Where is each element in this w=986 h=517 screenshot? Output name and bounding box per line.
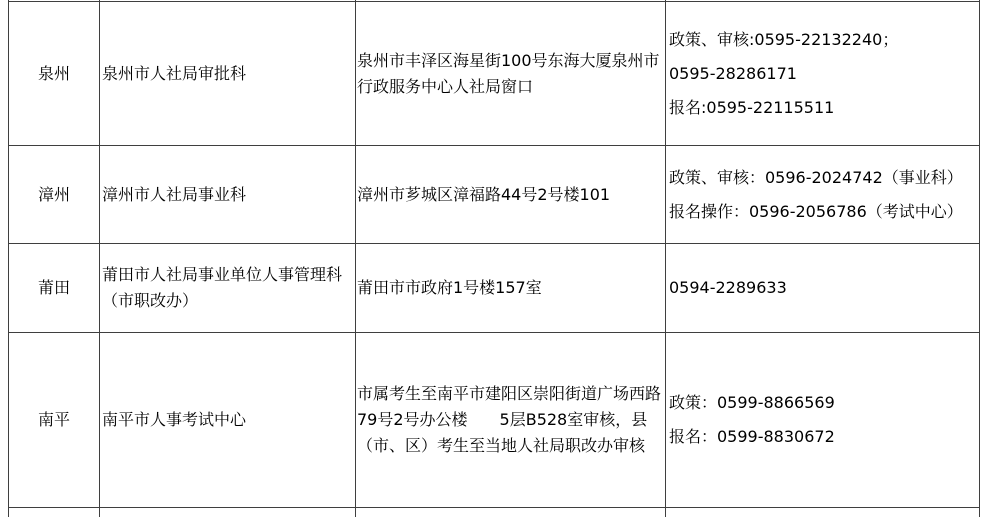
table-row xyxy=(9,146,980,244)
address-cell: 市属考生至南平市建阳区崇阳街道广场西路79号2号办公楼 5层B528室审核，县（市、区）考生至当地人社局职改办审核 xyxy=(356,333,666,508)
phones-cell xyxy=(666,146,980,244)
table-row xyxy=(9,244,980,333)
department-cell: 泉州市人社局审批科 xyxy=(100,2,356,146)
phones-cell xyxy=(666,2,980,146)
table-row xyxy=(9,333,980,508)
city-cell: 南平 xyxy=(9,333,100,508)
phone-line: 报名：0599-8830672 xyxy=(669,427,835,446)
address-cell: 莆田市市政府1号楼157室 xyxy=(356,244,666,333)
phone-line: 报名:0595-22115511 xyxy=(669,97,835,117)
spacer-cell xyxy=(356,508,666,517)
spacer-cell xyxy=(666,508,980,517)
spacer-cell xyxy=(100,508,356,517)
phone-line: 0594-2289633 xyxy=(669,278,787,297)
address-cell: 漳州市芗城区漳福路44号2号楼101 xyxy=(356,146,666,244)
phone-line: 0595-28286171 xyxy=(669,63,797,83)
spacer-cell xyxy=(9,508,100,517)
phones-cell xyxy=(666,333,980,508)
address-cell: 泉州市丰泽区海星街100号东海大厦泉州市行政服务中心人社局窗口 xyxy=(356,2,666,146)
city-cell: 泉州 xyxy=(9,2,100,146)
department-cell: 南平市人事考试中心 xyxy=(100,333,356,508)
phone-line: 政策、审核：0596-2024742（事业科） xyxy=(669,167,963,187)
phone-line: 报名操作：0596-2056786（考试中心） xyxy=(669,201,963,221)
phones-cell xyxy=(666,244,980,333)
city-cell: 莆田 xyxy=(9,244,100,333)
phone-line: 政策、审核:0595-22132240； xyxy=(669,29,899,49)
department-cell: 漳州市人社局事业科 xyxy=(100,146,356,244)
table-row xyxy=(9,2,980,146)
contact-table xyxy=(8,0,980,517)
clipped-row-bottom xyxy=(9,508,980,517)
department-cell: 莆田市人社局事业单位人事管理科（市职改办） xyxy=(100,244,356,333)
city-cell: 漳州 xyxy=(9,146,100,244)
phone-line: 政策：0599-8866569 xyxy=(669,393,835,412)
